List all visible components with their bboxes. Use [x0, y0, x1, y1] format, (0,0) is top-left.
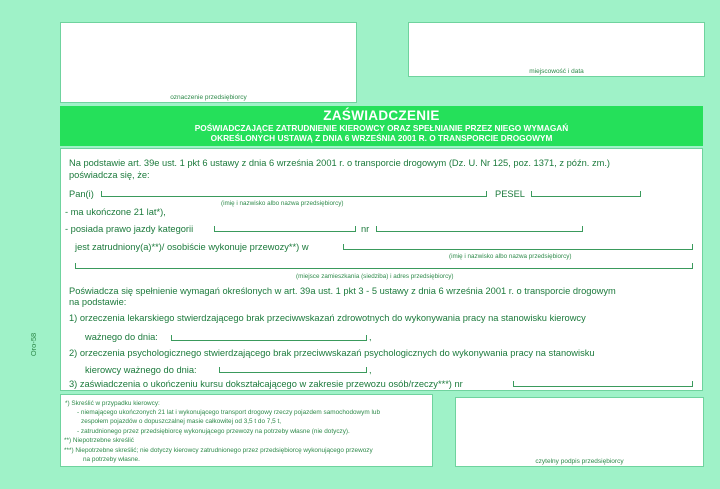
employed-label: jest zatrudniony(a)**)/ osobiście wykonuje przewozy**) w: [75, 242, 309, 252]
item1-comma: ,: [369, 332, 372, 342]
item1-valid-label: ważnego do dnia:: [85, 332, 158, 342]
document-subtitle-line2: OKREŚLONYCH USTAWĄ Z DNIA 6 WRZEŚNIA 2001 R. O TRANSPORCIE DROGOWYM: [210, 133, 553, 143]
footnote-1b: - zatrudnionego przez przedsiębiorcę wykonującego przewozy na potrzeby własne (nie dotyczy).: [77, 428, 350, 435]
name-hint: (imię i nazwisko albo nazwa przedsiębiorcy): [221, 200, 344, 207]
footnotes-box: [60, 394, 433, 467]
footnote-1a-cont: zespołem pojazdów o dopuszczalnej masie całkowitej od 3,5 t do 7,5 t,: [81, 418, 281, 425]
place-date-caption: miejscowość i data: [529, 68, 584, 75]
certificate-form: [60, 148, 703, 391]
employer-name-field[interactable]: [343, 244, 693, 250]
form-code-text: Oro-58: [29, 332, 39, 357]
item2-text: 2) orzeczenia psychologicznego stwierdzającego brak przeciwwskazań psychologicznych do wykonywania pracy na stanowisku: [69, 348, 595, 358]
place-date-box[interactable]: [408, 22, 705, 77]
item2-valid-label: kierowcy ważnego do dnia:: [85, 365, 197, 375]
footnote-2: **) Niepotrzebne skreślić: [64, 437, 134, 444]
employer-address-hint: (miejsce zamieszkania (siedziba) i adres przedsiębiorcy): [296, 273, 454, 280]
document-title: ZAŚWIADCZENIE: [323, 108, 440, 123]
age-statement: - ma ukończone 21 lat*),: [65, 207, 166, 217]
pesel-label: PESEL: [495, 189, 525, 199]
footnote-1a: - niemającego ukończonych 21 lat i wykonującego transport drogowy rzeczy pojazdem samochodowym lub: [77, 409, 380, 416]
medical-valid-date-field[interactable]: [171, 335, 367, 341]
item3-text: 3) zaświadczenia o ukończeniu kursu dokształcającego w zakresie przewozu osób/rzeczy***) nr: [69, 379, 463, 389]
footnote-3: ***) Niepotrzebne skreślić; nie dotyczy kierowcy zatrudnionego przez przedsiębiorcę wykonującego przewozy: [64, 447, 373, 454]
pan-label: Pan(i): [69, 189, 94, 199]
form-code: [29, 325, 46, 365]
employer-name-hint: (imię i nazwisko albo nazwa przedsiębiorcy): [449, 253, 572, 260]
course-number-field[interactable]: [513, 381, 693, 387]
document-header: [60, 106, 703, 146]
item2-comma: ,: [369, 365, 372, 375]
license-nr-label: nr: [361, 224, 370, 234]
signature-caption: czytelny podpis przedsiębiorcy: [535, 458, 624, 465]
footnote-3-cont: na potrzeby własne.: [83, 456, 140, 463]
license-category-field[interactable]: [214, 226, 356, 232]
footnote-1: *) Skreślić w przypadku kierowcy:: [65, 400, 160, 407]
entrepreneur-stamp-box[interactable]: [60, 22, 357, 103]
intro-line1: Na podstawie art. 39e ust. 1 pkt 6 ustawy z dnia 6 września 2001 r. o transporcie drogowym (Dz. U. Nr 125, poz. 1371, z późn. zm.): [69, 158, 611, 168]
employer-address-field[interactable]: [75, 263, 693, 269]
intro-line2: poświadcza się, że:: [69, 170, 150, 180]
license-label: - posiada prawo jazdy kategorii: [65, 224, 194, 234]
signature-box[interactable]: [455, 397, 704, 467]
license-number-field[interactable]: [376, 226, 583, 232]
name-field[interactable]: [101, 191, 487, 197]
requirements-line2: na podstawie:: [69, 297, 127, 307]
pesel-field[interactable]: [531, 191, 641, 197]
item1-text: 1) orzeczenia lekarskiego stwierdzającego brak przeciwwskazań zdrowotnych do wykonywania pracy na stanowisku kierowcy: [69, 313, 586, 323]
document-subtitle-line1: POŚWIADCZAJĄCE ZATRUDNIENIE KIEROWCY ORAZ SPEŁNIANIE PRZEZ NIEGO WYMAGAŃ: [194, 123, 569, 133]
requirements-line1: Poświadcza się spełnienie wymagań określonych w art. 39a ust. 1 pkt 3 - 5 ustawy z dnia 6 września 2001 r. o transporcie drogowym: [69, 286, 616, 296]
psych-valid-date-field[interactable]: [219, 367, 367, 373]
entrepreneur-stamp-caption: oznaczenie przedsiębiorcy: [170, 94, 247, 101]
